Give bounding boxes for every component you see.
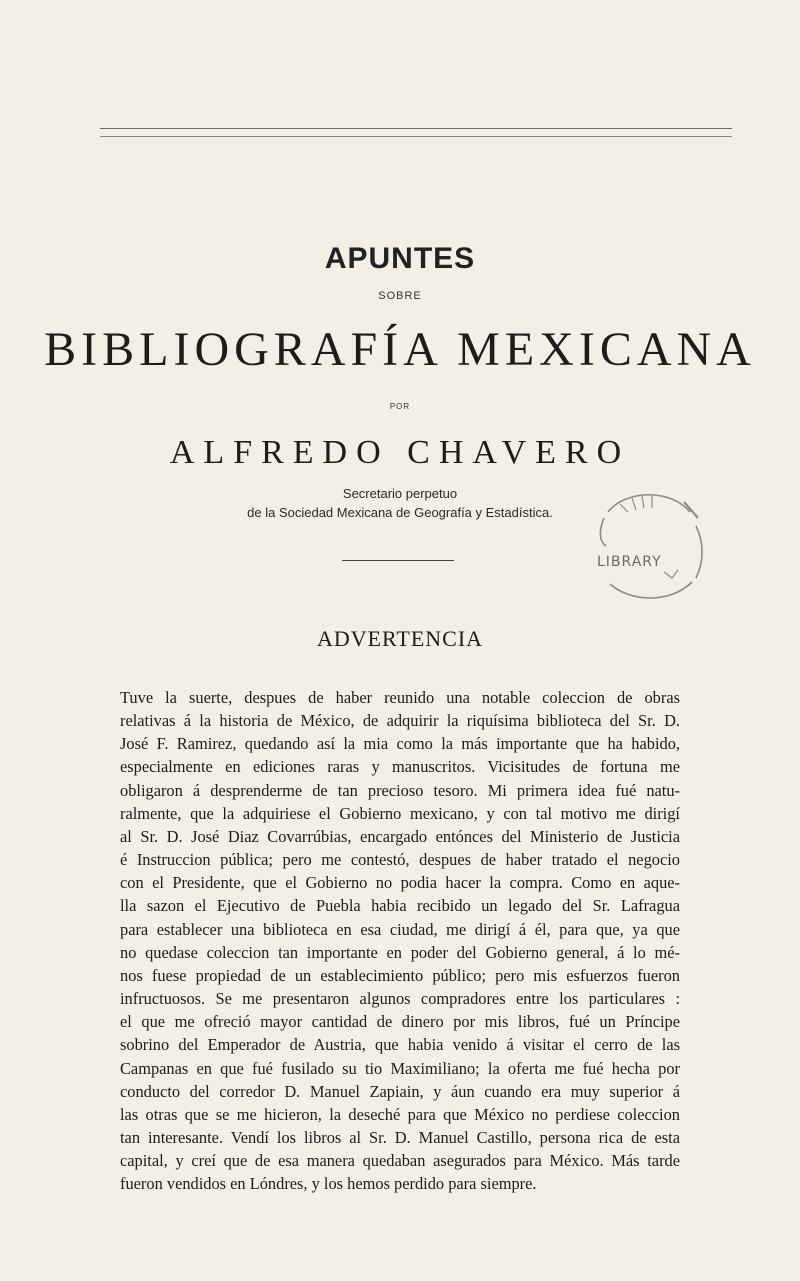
text-line: fueron vendidos en Lóndres, y los hemos perdido para siempre. (120, 1174, 537, 1194)
text-line: sobrino del Emperador de Austria, que habia venido á visitar el cerro de las (120, 1035, 680, 1055)
text-line: tan interesante. Vendí los libros al Sr. D. Manuel Castillo, persona rica de esta (120, 1127, 680, 1147)
author-name: ALFREDO CHAVERO (169, 434, 631, 471)
author-credential-line-2: de la Sociedad Mexicana de Geografía y Estadística. (247, 505, 553, 520)
stamp-label: LIBRARY (597, 554, 662, 570)
top-rule (100, 128, 732, 129)
text-line: lla sazon el Ejecutivo de Puebla habia recibido un legado del Sr. Lafragua (120, 896, 680, 916)
subtitle-prefix: SOBRE (378, 290, 422, 302)
by-label: POR (389, 402, 411, 411)
body-paragraph (120, 686, 680, 1195)
text-line: Tuve la suerte, despues de haber reunido una notable coleccion de obras (120, 688, 680, 707)
text-line: para establecer una biblioteca en esa ciudad, me dirigí á él, para que, ya que (120, 919, 680, 939)
text-line: nos fuese propiedad de un establecimiento público; pero mis esfuerzos fueron (120, 965, 680, 985)
text-line: obligaron á desprenderme de tan precioso tesoro. Mi primera idea fué natu- (120, 780, 680, 800)
text-line: el que me ofreció mayor cantidad de dinero por mis libros, fué un Príncipe (120, 1012, 680, 1032)
text-line: ralmente, que la adquiriese el Gobierno mexicano, y con tal motivo me dirigí (120, 803, 680, 823)
text-line: é Instruccion pública; pero me contestó, despues de haber tratado el negocio (120, 850, 680, 870)
text-line: al Sr. D. José Diaz Covarrúbias, encargado entónces del Ministerio de Justicia (120, 826, 680, 846)
text-line: especialmente en ediciones raras y manuscritos. Vicisitudes de fortuna me (120, 757, 680, 777)
text-line: relativas á la historia de México, de adquirir la riquísima biblioteca del Sr. D. (120, 711, 680, 731)
text-line: José F. Ramirez, quedando así la mia como la más importante que ha habido, (120, 734, 680, 754)
section-heading: ADVERTENCIA (316, 626, 484, 651)
main-title: BIBLIOGRAFÍA MEXICANA (44, 323, 756, 376)
top-rule-secondary (100, 136, 732, 137)
text-line: con el Presidente, que el Gobierno no podia hacer la compra. Como en aque- (120, 873, 680, 893)
author-credential-line-1: Secretario perpetuo (342, 486, 458, 501)
text-line: conducto del corredor D. Manuel Zapiain, y áun cuando era muy superior á (120, 1081, 680, 1101)
title: APUNTES (324, 242, 476, 275)
text-line: infructuosos. Se me presentaron algunos compradores entre los particulares : (120, 989, 680, 1009)
text-line: no quedase coleccion tan importante en poder del Gobierno general, á lo mé- (120, 942, 680, 962)
library-stamp-icon (580, 482, 710, 612)
text-line: las otras que se me hicieron, la deseché para que México no perdiese coleccion (120, 1104, 680, 1124)
section-divider (342, 560, 454, 561)
text-line: Campanas en que fué fusilado su tio Maximiliano; la oferta me fué hecha por (120, 1058, 680, 1078)
text-line: capital, y creí que de esa manera quedaban asegurados para México. Más tarde (120, 1151, 680, 1171)
